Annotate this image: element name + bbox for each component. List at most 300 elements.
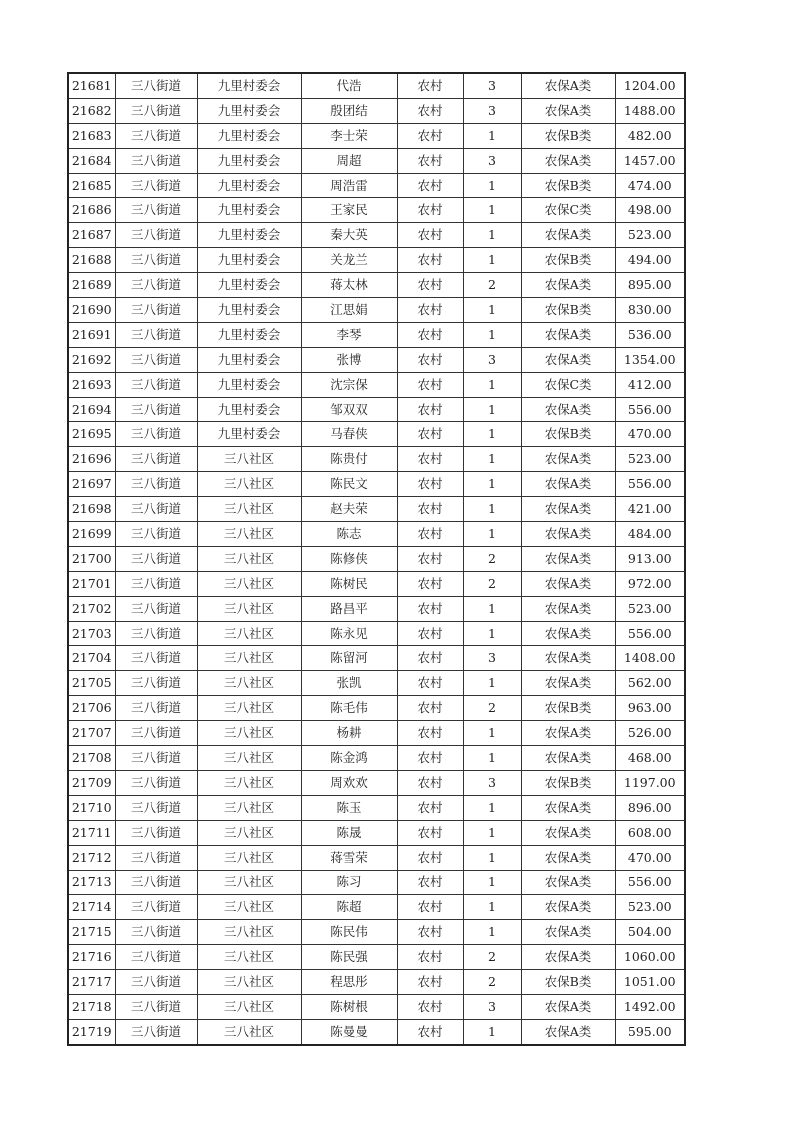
person-count-cell: 3 bbox=[463, 73, 521, 98]
person-count-cell: 1 bbox=[463, 322, 521, 347]
household-type-cell: 农村 bbox=[397, 173, 463, 198]
street-cell: 三八街道 bbox=[115, 98, 197, 123]
person-count-cell: 2 bbox=[463, 546, 521, 571]
name-cell: 陈玉 bbox=[301, 795, 397, 820]
table-row bbox=[68, 198, 685, 223]
name-cell: 周浩雷 bbox=[301, 173, 397, 198]
name-cell: 陈超 bbox=[301, 895, 397, 920]
name-cell: 陈民伟 bbox=[301, 920, 397, 945]
name-cell: 马春侠 bbox=[301, 422, 397, 447]
household-type-cell: 农村 bbox=[397, 671, 463, 696]
street-cell: 三八街道 bbox=[115, 322, 197, 347]
amount-cell: 556.00 bbox=[615, 472, 685, 497]
street-cell: 三八街道 bbox=[115, 994, 197, 1019]
category-cell: 农保A类 bbox=[521, 397, 615, 422]
serial-number-cell: 21695 bbox=[68, 422, 115, 447]
person-count-cell: 1 bbox=[463, 198, 521, 223]
community-cell: 九里村委会 bbox=[197, 223, 301, 248]
person-count-cell: 1 bbox=[463, 870, 521, 895]
table-row bbox=[68, 671, 685, 696]
household-type-cell: 农村 bbox=[397, 73, 463, 98]
community-cell: 九里村委会 bbox=[197, 347, 301, 372]
street-cell: 三八街道 bbox=[115, 223, 197, 248]
amount-cell: 498.00 bbox=[615, 198, 685, 223]
community-cell: 三八社区 bbox=[197, 522, 301, 547]
category-cell: 农保A类 bbox=[521, 746, 615, 771]
name-cell: 陈留河 bbox=[301, 646, 397, 671]
name-cell: 陈树根 bbox=[301, 994, 397, 1019]
person-count-cell: 1 bbox=[463, 397, 521, 422]
community-cell: 三八社区 bbox=[197, 994, 301, 1019]
community-cell: 九里村委会 bbox=[197, 98, 301, 123]
name-cell: 代浩 bbox=[301, 73, 397, 98]
person-count-cell: 1 bbox=[463, 920, 521, 945]
community-cell: 三八社区 bbox=[197, 820, 301, 845]
street-cell: 三八街道 bbox=[115, 596, 197, 621]
person-count-cell: 1 bbox=[463, 173, 521, 198]
street-cell: 三八街道 bbox=[115, 671, 197, 696]
table-row bbox=[68, 248, 685, 273]
street-cell: 三八街道 bbox=[115, 198, 197, 223]
amount-cell: 1354.00 bbox=[615, 347, 685, 372]
serial-number-cell: 21682 bbox=[68, 98, 115, 123]
table-row bbox=[68, 223, 685, 248]
person-count-cell: 1 bbox=[463, 621, 521, 646]
table-row bbox=[68, 596, 685, 621]
table-row bbox=[68, 870, 685, 895]
street-cell: 三八街道 bbox=[115, 920, 197, 945]
name-cell: 张凯 bbox=[301, 671, 397, 696]
category-cell: 农保A类 bbox=[521, 223, 615, 248]
category-cell: 农保B类 bbox=[521, 696, 615, 721]
street-cell: 三八街道 bbox=[115, 273, 197, 298]
category-cell: 农保B类 bbox=[521, 123, 615, 148]
table-row bbox=[68, 447, 685, 472]
amount-cell: 523.00 bbox=[615, 447, 685, 472]
table-row bbox=[68, 123, 685, 148]
table-row bbox=[68, 696, 685, 721]
amount-cell: 523.00 bbox=[615, 895, 685, 920]
table-row bbox=[68, 298, 685, 323]
name-cell: 蒋太林 bbox=[301, 273, 397, 298]
serial-number-cell: 21701 bbox=[68, 571, 115, 596]
category-cell: 农保A类 bbox=[521, 472, 615, 497]
amount-cell: 536.00 bbox=[615, 322, 685, 347]
household-type-cell: 农村 bbox=[397, 621, 463, 646]
street-cell: 三八街道 bbox=[115, 73, 197, 98]
serial-number-cell: 21703 bbox=[68, 621, 115, 646]
street-cell: 三八街道 bbox=[115, 895, 197, 920]
household-type-cell: 农村 bbox=[397, 746, 463, 771]
household-type-cell: 农村 bbox=[397, 795, 463, 820]
community-cell: 三八社区 bbox=[197, 795, 301, 820]
amount-cell: 523.00 bbox=[615, 596, 685, 621]
category-cell: 农保A类 bbox=[521, 895, 615, 920]
household-type-cell: 农村 bbox=[397, 571, 463, 596]
street-cell: 三八街道 bbox=[115, 621, 197, 646]
community-cell: 三八社区 bbox=[197, 497, 301, 522]
name-cell: 王家民 bbox=[301, 198, 397, 223]
amount-cell: 556.00 bbox=[615, 621, 685, 646]
serial-number-cell: 21681 bbox=[68, 73, 115, 98]
person-count-cell: 1 bbox=[463, 671, 521, 696]
serial-number-cell: 21694 bbox=[68, 397, 115, 422]
serial-number-cell: 21705 bbox=[68, 671, 115, 696]
community-cell: 九里村委会 bbox=[197, 123, 301, 148]
street-cell: 三八街道 bbox=[115, 945, 197, 970]
household-type-cell: 农村 bbox=[397, 472, 463, 497]
table-row bbox=[68, 73, 685, 98]
community-cell: 三八社区 bbox=[197, 770, 301, 795]
category-cell: 农保A类 bbox=[521, 920, 615, 945]
community-cell: 三八社区 bbox=[197, 1019, 301, 1044]
table-row bbox=[68, 347, 685, 372]
category-cell: 农保A类 bbox=[521, 497, 615, 522]
community-cell: 九里村委会 bbox=[197, 422, 301, 447]
table-row bbox=[68, 621, 685, 646]
serial-number-cell: 21699 bbox=[68, 522, 115, 547]
street-cell: 三八街道 bbox=[115, 347, 197, 372]
data-table bbox=[67, 72, 686, 1046]
category-cell: 农保A类 bbox=[521, 795, 615, 820]
table-row bbox=[68, 322, 685, 347]
household-type-cell: 农村 bbox=[397, 273, 463, 298]
street-cell: 三八街道 bbox=[115, 795, 197, 820]
serial-number-cell: 21717 bbox=[68, 970, 115, 995]
person-count-cell: 3 bbox=[463, 770, 521, 795]
community-cell: 九里村委会 bbox=[197, 397, 301, 422]
table-row bbox=[68, 571, 685, 596]
serial-number-cell: 21697 bbox=[68, 472, 115, 497]
household-type-cell: 农村 bbox=[397, 198, 463, 223]
community-cell: 三八社区 bbox=[197, 920, 301, 945]
serial-number-cell: 21710 bbox=[68, 795, 115, 820]
person-count-cell: 1 bbox=[463, 795, 521, 820]
name-cell: 周欢欢 bbox=[301, 770, 397, 795]
amount-cell: 595.00 bbox=[615, 1019, 685, 1044]
amount-cell: 421.00 bbox=[615, 497, 685, 522]
household-type-cell: 农村 bbox=[397, 596, 463, 621]
table-row bbox=[68, 497, 685, 522]
community-cell: 九里村委会 bbox=[197, 198, 301, 223]
household-type-cell: 农村 bbox=[397, 223, 463, 248]
table-row bbox=[68, 895, 685, 920]
name-cell: 蒋雪荣 bbox=[301, 845, 397, 870]
street-cell: 三八街道 bbox=[115, 422, 197, 447]
table-row bbox=[68, 945, 685, 970]
name-cell: 陈民文 bbox=[301, 472, 397, 497]
serial-number-cell: 21689 bbox=[68, 273, 115, 298]
serial-number-cell: 21688 bbox=[68, 248, 115, 273]
serial-number-cell: 21692 bbox=[68, 347, 115, 372]
serial-number-cell: 21712 bbox=[68, 845, 115, 870]
household-type-cell: 农村 bbox=[397, 148, 463, 173]
category-cell: 农保C类 bbox=[521, 372, 615, 397]
serial-number-cell: 21715 bbox=[68, 920, 115, 945]
category-cell: 农保A类 bbox=[521, 347, 615, 372]
amount-cell: 913.00 bbox=[615, 546, 685, 571]
category-cell: 农保A类 bbox=[521, 148, 615, 173]
table-row bbox=[68, 994, 685, 1019]
serial-number-cell: 21708 bbox=[68, 746, 115, 771]
community-cell: 九里村委会 bbox=[197, 73, 301, 98]
serial-number-cell: 21713 bbox=[68, 870, 115, 895]
street-cell: 三八街道 bbox=[115, 522, 197, 547]
household-type-cell: 农村 bbox=[397, 920, 463, 945]
community-cell: 三八社区 bbox=[197, 870, 301, 895]
serial-number-cell: 21716 bbox=[68, 945, 115, 970]
person-count-cell: 2 bbox=[463, 571, 521, 596]
category-cell: 农保A类 bbox=[521, 322, 615, 347]
table-body bbox=[68, 73, 685, 1045]
person-count-cell: 1 bbox=[463, 596, 521, 621]
community-cell: 九里村委会 bbox=[197, 273, 301, 298]
amount-cell: 1204.00 bbox=[615, 73, 685, 98]
amount-cell: 494.00 bbox=[615, 248, 685, 273]
community-cell: 三八社区 bbox=[197, 845, 301, 870]
category-cell: 农保A类 bbox=[521, 98, 615, 123]
amount-cell: 474.00 bbox=[615, 173, 685, 198]
person-count-cell: 1 bbox=[463, 746, 521, 771]
table-row bbox=[68, 522, 685, 547]
serial-number-cell: 21684 bbox=[68, 148, 115, 173]
community-cell: 九里村委会 bbox=[197, 248, 301, 273]
category-cell: 农保A类 bbox=[521, 671, 615, 696]
person-count-cell: 1 bbox=[463, 372, 521, 397]
person-count-cell: 1 bbox=[463, 845, 521, 870]
table-row bbox=[68, 970, 685, 995]
street-cell: 三八街道 bbox=[115, 970, 197, 995]
community-cell: 九里村委会 bbox=[197, 148, 301, 173]
community-cell: 三八社区 bbox=[197, 646, 301, 671]
person-count-cell: 1 bbox=[463, 1019, 521, 1044]
category-cell: 农保A类 bbox=[521, 546, 615, 571]
category-cell: 农保A类 bbox=[521, 73, 615, 98]
household-type-cell: 农村 bbox=[397, 347, 463, 372]
person-count-cell: 3 bbox=[463, 994, 521, 1019]
person-count-cell: 2 bbox=[463, 273, 521, 298]
street-cell: 三八街道 bbox=[115, 546, 197, 571]
amount-cell: 523.00 bbox=[615, 223, 685, 248]
person-count-cell: 1 bbox=[463, 223, 521, 248]
person-count-cell: 1 bbox=[463, 123, 521, 148]
community-cell: 三八社区 bbox=[197, 472, 301, 497]
table-row bbox=[68, 148, 685, 173]
category-cell: 农保A类 bbox=[521, 621, 615, 646]
amount-cell: 830.00 bbox=[615, 298, 685, 323]
person-count-cell: 1 bbox=[463, 820, 521, 845]
community-cell: 三八社区 bbox=[197, 895, 301, 920]
street-cell: 三八街道 bbox=[115, 472, 197, 497]
serial-number-cell: 21696 bbox=[68, 447, 115, 472]
amount-cell: 1197.00 bbox=[615, 770, 685, 795]
street-cell: 三八街道 bbox=[115, 746, 197, 771]
category-cell: 农保A类 bbox=[521, 845, 615, 870]
amount-cell: 482.00 bbox=[615, 123, 685, 148]
amount-cell: 895.00 bbox=[615, 273, 685, 298]
household-type-cell: 农村 bbox=[397, 721, 463, 746]
amount-cell: 972.00 bbox=[615, 571, 685, 596]
street-cell: 三八街道 bbox=[115, 248, 197, 273]
person-count-cell: 2 bbox=[463, 696, 521, 721]
serial-number-cell: 21683 bbox=[68, 123, 115, 148]
person-count-cell: 1 bbox=[463, 497, 521, 522]
name-cell: 陈贵付 bbox=[301, 447, 397, 472]
community-cell: 三八社区 bbox=[197, 671, 301, 696]
community-cell: 三八社区 bbox=[197, 596, 301, 621]
name-cell: 陈曼曼 bbox=[301, 1019, 397, 1044]
category-cell: 农保A类 bbox=[521, 571, 615, 596]
serial-number-cell: 21706 bbox=[68, 696, 115, 721]
serial-number-cell: 21714 bbox=[68, 895, 115, 920]
community-cell: 三八社区 bbox=[197, 447, 301, 472]
community-cell: 三八社区 bbox=[197, 546, 301, 571]
person-count-cell: 2 bbox=[463, 945, 521, 970]
name-cell: 关龙兰 bbox=[301, 248, 397, 273]
person-count-cell: 1 bbox=[463, 248, 521, 273]
amount-cell: 608.00 bbox=[615, 820, 685, 845]
household-type-cell: 农村 bbox=[397, 820, 463, 845]
person-count-cell: 1 bbox=[463, 895, 521, 920]
category-cell: 农保A类 bbox=[521, 646, 615, 671]
household-type-cell: 农村 bbox=[397, 522, 463, 547]
name-cell: 江思娟 bbox=[301, 298, 397, 323]
household-type-cell: 农村 bbox=[397, 770, 463, 795]
name-cell: 张博 bbox=[301, 347, 397, 372]
household-type-cell: 农村 bbox=[397, 298, 463, 323]
household-type-cell: 农村 bbox=[397, 845, 463, 870]
amount-cell: 556.00 bbox=[615, 397, 685, 422]
table-row bbox=[68, 820, 685, 845]
serial-number-cell: 21711 bbox=[68, 820, 115, 845]
name-cell: 陈毛伟 bbox=[301, 696, 397, 721]
household-type-cell: 农村 bbox=[397, 696, 463, 721]
category-cell: 农保B类 bbox=[521, 422, 615, 447]
person-count-cell: 3 bbox=[463, 347, 521, 372]
category-cell: 农保A类 bbox=[521, 596, 615, 621]
name-cell: 陈树民 bbox=[301, 571, 397, 596]
amount-cell: 526.00 bbox=[615, 721, 685, 746]
name-cell: 殷团结 bbox=[301, 98, 397, 123]
table-row bbox=[68, 795, 685, 820]
serial-number-cell: 21707 bbox=[68, 721, 115, 746]
category-cell: 农保A类 bbox=[521, 721, 615, 746]
category-cell: 农保A类 bbox=[521, 820, 615, 845]
amount-cell: 1492.00 bbox=[615, 994, 685, 1019]
household-type-cell: 农村 bbox=[397, 372, 463, 397]
name-cell: 秦大英 bbox=[301, 223, 397, 248]
table-row bbox=[68, 845, 685, 870]
community-cell: 三八社区 bbox=[197, 945, 301, 970]
household-type-cell: 农村 bbox=[397, 945, 463, 970]
name-cell: 李士荣 bbox=[301, 123, 397, 148]
name-cell: 路昌平 bbox=[301, 596, 397, 621]
category-cell: 农保A类 bbox=[521, 994, 615, 1019]
name-cell: 陈民强 bbox=[301, 945, 397, 970]
table-row bbox=[68, 472, 685, 497]
serial-number-cell: 21704 bbox=[68, 646, 115, 671]
street-cell: 三八街道 bbox=[115, 123, 197, 148]
name-cell: 陈永见 bbox=[301, 621, 397, 646]
name-cell: 邹双双 bbox=[301, 397, 397, 422]
serial-number-cell: 21685 bbox=[68, 173, 115, 198]
table-row bbox=[68, 98, 685, 123]
person-count-cell: 1 bbox=[463, 447, 521, 472]
serial-number-cell: 21718 bbox=[68, 994, 115, 1019]
street-cell: 三八街道 bbox=[115, 870, 197, 895]
street-cell: 三八街道 bbox=[115, 646, 197, 671]
table-row bbox=[68, 546, 685, 571]
serial-number-cell: 21687 bbox=[68, 223, 115, 248]
serial-number-cell: 21719 bbox=[68, 1019, 115, 1044]
street-cell: 三八街道 bbox=[115, 173, 197, 198]
community-cell: 九里村委会 bbox=[197, 372, 301, 397]
name-cell: 陈志 bbox=[301, 522, 397, 547]
household-type-cell: 农村 bbox=[397, 422, 463, 447]
category-cell: 农保B类 bbox=[521, 248, 615, 273]
street-cell: 三八街道 bbox=[115, 696, 197, 721]
amount-cell: 470.00 bbox=[615, 845, 685, 870]
category-cell: 农保B类 bbox=[521, 970, 615, 995]
category-cell: 农保B类 bbox=[521, 298, 615, 323]
category-cell: 农保A类 bbox=[521, 273, 615, 298]
street-cell: 三八街道 bbox=[115, 721, 197, 746]
person-count-cell: 3 bbox=[463, 646, 521, 671]
name-cell: 李琴 bbox=[301, 322, 397, 347]
category-cell: 农保A类 bbox=[521, 522, 615, 547]
household-type-cell: 农村 bbox=[397, 248, 463, 273]
street-cell: 三八街道 bbox=[115, 497, 197, 522]
category-cell: 农保A类 bbox=[521, 945, 615, 970]
household-type-cell: 农村 bbox=[397, 870, 463, 895]
serial-number-cell: 21690 bbox=[68, 298, 115, 323]
amount-cell: 1408.00 bbox=[615, 646, 685, 671]
name-cell: 陈修侠 bbox=[301, 546, 397, 571]
person-count-cell: 3 bbox=[463, 148, 521, 173]
name-cell: 陈习 bbox=[301, 870, 397, 895]
name-cell: 陈晟 bbox=[301, 820, 397, 845]
community-cell: 九里村委会 bbox=[197, 298, 301, 323]
serial-number-cell: 21700 bbox=[68, 546, 115, 571]
household-type-cell: 农村 bbox=[397, 123, 463, 148]
name-cell: 赵夫荣 bbox=[301, 497, 397, 522]
community-cell: 三八社区 bbox=[197, 746, 301, 771]
table-row bbox=[68, 273, 685, 298]
serial-number-cell: 21693 bbox=[68, 372, 115, 397]
name-cell: 程思彤 bbox=[301, 970, 397, 995]
amount-cell: 963.00 bbox=[615, 696, 685, 721]
amount-cell: 1060.00 bbox=[615, 945, 685, 970]
household-type-cell: 农村 bbox=[397, 994, 463, 1019]
category-cell: 农保A类 bbox=[521, 1019, 615, 1044]
amount-cell: 556.00 bbox=[615, 870, 685, 895]
serial-number-cell: 21686 bbox=[68, 198, 115, 223]
serial-number-cell: 21702 bbox=[68, 596, 115, 621]
table-row bbox=[68, 646, 685, 671]
amount-cell: 1457.00 bbox=[615, 148, 685, 173]
person-count-cell: 1 bbox=[463, 472, 521, 497]
household-type-cell: 农村 bbox=[397, 1019, 463, 1044]
household-type-cell: 农村 bbox=[397, 322, 463, 347]
table-row bbox=[68, 372, 685, 397]
table-row bbox=[68, 721, 685, 746]
category-cell: 农保B类 bbox=[521, 770, 615, 795]
category-cell: 农保A类 bbox=[521, 447, 615, 472]
name-cell: 沈宗保 bbox=[301, 372, 397, 397]
street-cell: 三八街道 bbox=[115, 1019, 197, 1044]
amount-cell: 484.00 bbox=[615, 522, 685, 547]
household-type-cell: 农村 bbox=[397, 970, 463, 995]
